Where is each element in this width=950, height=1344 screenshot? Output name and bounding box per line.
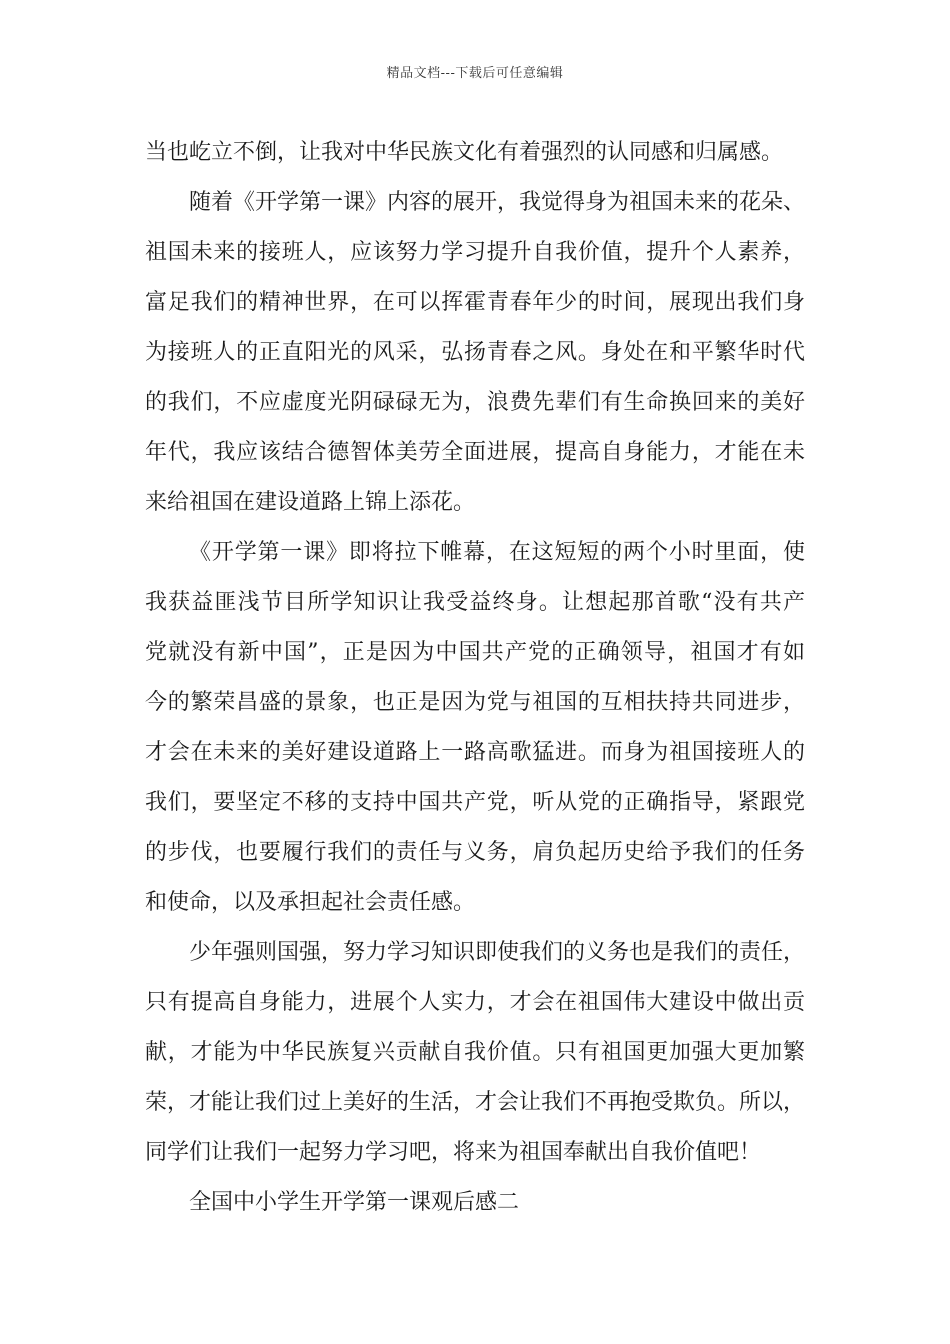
text-line: 我获益匪浅节目所学知识让我受益终身。让想起那首歌“没有共产 — [145, 590, 805, 615]
text-line: 和使命，以及承担起社会责任感。 — [145, 890, 476, 915]
text-line: 只有提高自身能力，进展个人实力，才会在祖国伟大建设中做出贡 — [145, 990, 805, 1015]
text-line: 的步伐，也要履行我们的责任与义务，肩负起历史给予我们的任务 — [145, 840, 805, 865]
paragraph-1 — [145, 128, 805, 178]
text-line: 当也屹立不倒，让我对中华民族文化有着强烈的认同感和归属感。 — [145, 140, 784, 165]
text-line: 富足我们的精神世界，在可以挥霍青春年少的时间，展现出我们身 — [145, 290, 805, 315]
header-text: 精品文档---下载后可任意编辑 — [386, 66, 564, 81]
text-line: 荣，才能让我们过上美好的生活，才会让我们不再抱受欺负。所以， — [145, 1090, 806, 1115]
page-header — [0, 66, 950, 82]
paragraph-2 — [145, 178, 805, 528]
text-line: 少年强则国强，努力学习知识即使我们的义务也是我们的责任， — [189, 940, 806, 965]
text-line: 随着《开学第一课》内容的展开，我觉得身为祖国未来的花朵、 — [189, 190, 806, 215]
text-line: 党就没有新中国”，正是因为中国共产党的正确领导，祖国才有如 — [145, 640, 805, 665]
text-line: 《开学第一课》即将拉下帷幕，在这短短的两个小时里面，使 — [189, 540, 805, 565]
paragraph-4 — [145, 928, 805, 1178]
document-body — [145, 128, 805, 1228]
text-line: 的我们，不应虚度光阴碌碌无为，浪费先辈们有生命换回来的美好 — [145, 390, 805, 415]
text-line: 同学们让我们一起努力学习吧，将来为祖国奉献出自我价值吧！ — [145, 1140, 762, 1165]
text-line: 来给祖国在建设道路上锦上添花。 — [145, 490, 476, 515]
text-line: 全国中小学生开学第一课观后感二 — [189, 1190, 520, 1215]
text-line: 今的繁荣昌盛的景象，也正是因为党与祖国的互相扶持共同进步， — [145, 690, 805, 715]
text-line: 祖国未来的接班人，应该努力学习提升自我价值，提升个人素养， — [145, 240, 805, 265]
text-line: 才会在未来的美好建设道路上一路高歌猛进。而身为祖国接班人的 — [145, 740, 805, 765]
section-title — [145, 1178, 805, 1228]
text-line: 为接班人的正直阳光的风采，弘扬青春之风。身处在和平繁华时代 — [145, 340, 805, 365]
text-line: 我们，要坚定不移的支持中国共产党，听从党的正确指导，紧跟党 — [145, 790, 805, 815]
paragraph-3 — [145, 528, 805, 928]
text-line: 年代，我应该结合德智体美劳全面进展，提高自身能力，才能在未 — [145, 440, 805, 465]
text-line: 献，才能为中华民族复兴贡献自我价值。只有祖国更加强大更加繁 — [145, 1040, 805, 1065]
